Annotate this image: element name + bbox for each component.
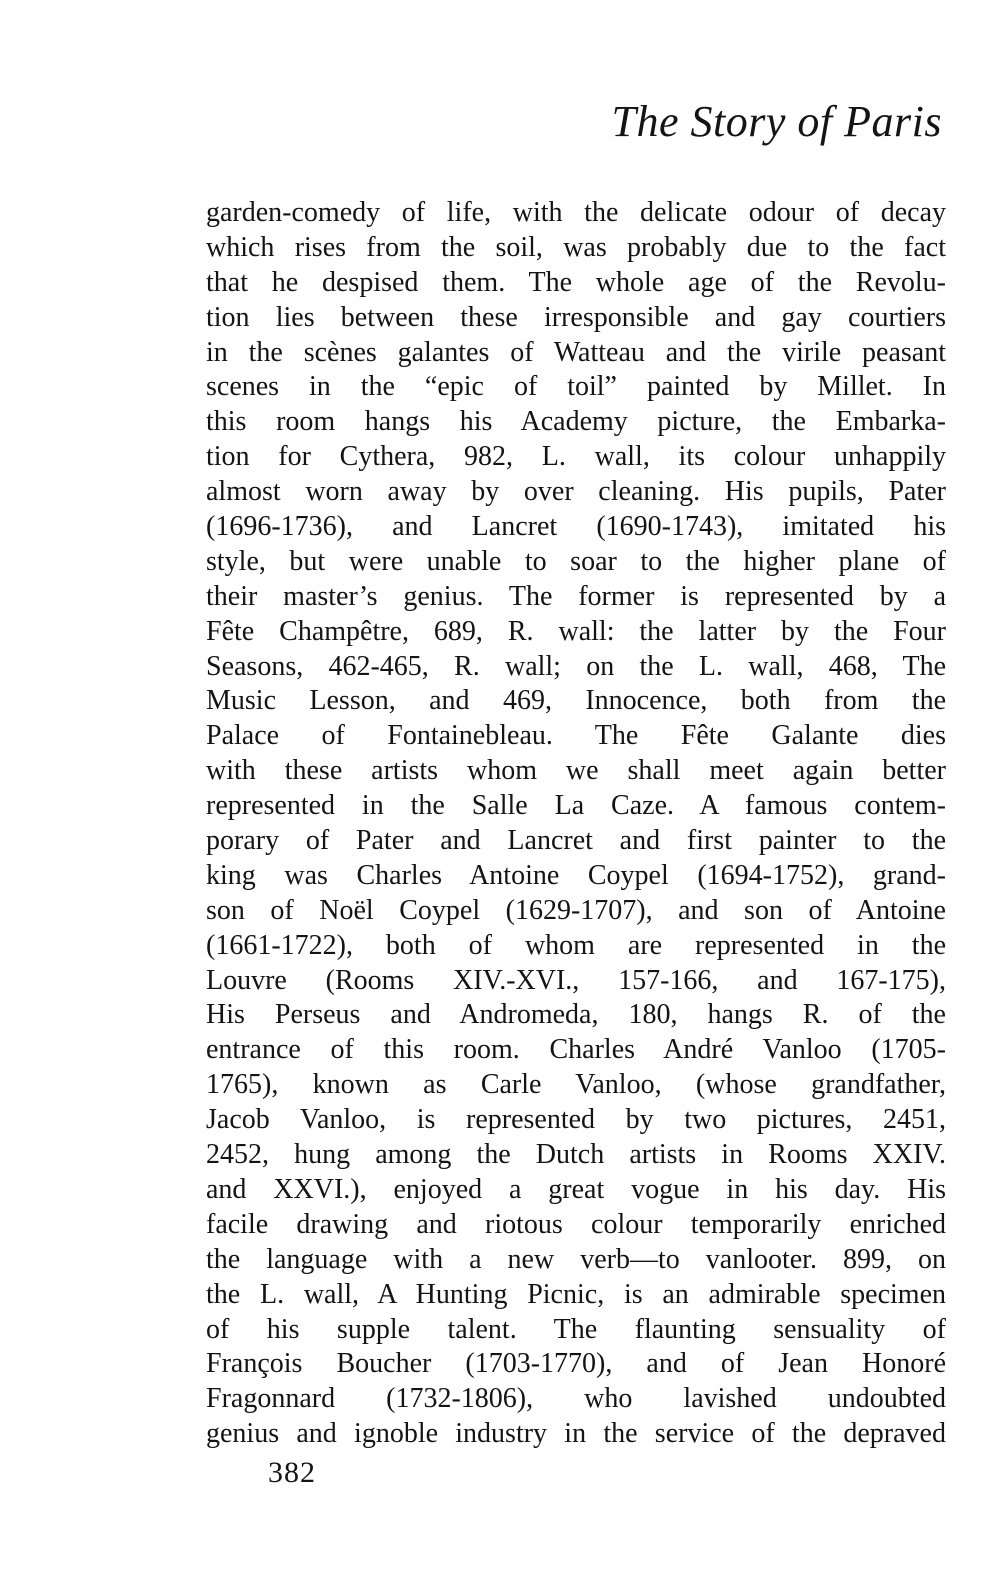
- text-line: Fête Champêtre, 689, R. wall: the latter by the Four: [206, 615, 946, 647]
- text-line: (1696-1736), and Lancret (1690-1743), imitated his: [206, 511, 946, 543]
- text-line: garden-comedy of life, with the delicate odour of decay: [206, 197, 946, 228]
- page-number: 382: [268, 1456, 316, 1489]
- text-line: porary of Pater and Lancret and first painter to the: [206, 825, 946, 857]
- text-line: François Boucher (1703-1770), and of Jean Honoré: [206, 1348, 946, 1380]
- text-line: 2452, hung among the Dutch artists in Rooms XXIV.: [206, 1139, 946, 1171]
- text-line: Jacob Vanloo, is represented by two pictures, 2451,: [206, 1104, 946, 1136]
- text-line: Palace of Fontainebleau. The Fête Galante dies: [206, 720, 946, 752]
- text-line: their master’s genius. The former is represented by a: [206, 580, 946, 612]
- text-line: 1765), known as Carle Vanloo, (whose grandfather,: [206, 1069, 946, 1101]
- text-line: Seasons, 462-465, R. wall; on the L. wall, 468, The: [206, 650, 946, 682]
- text-line: king was Charles Antoine Coypel (1694-1752), grand-: [206, 859, 946, 891]
- text-line: this room hangs his Academy picture, the Embarka-: [206, 406, 946, 438]
- text-line: son of Noël Coypel (1629-1707), and son of Antoine: [206, 894, 946, 926]
- body-text: [206, 196, 946, 1452]
- text-line: which rises from the soil, was probably due to the fact: [206, 231, 946, 263]
- text-line: in the scènes galantes of Watteau and the virile peasant: [206, 336, 946, 368]
- text-line: tion lies between these irresponsible and gay courtiers: [206, 301, 946, 333]
- text-line: tion for Cythera, 982, L. wall, its colour unhappily: [206, 441, 946, 473]
- text-line: that he despised them. The whole age of the Revolu-: [206, 266, 946, 298]
- text-line: Fragonnard (1732-1806), who lavished undoubted: [206, 1383, 946, 1415]
- text-line: scenes in the “epic of toil” painted by Millet. In: [206, 371, 946, 403]
- text-line: Music Lesson, and 469, Innocence, both from the: [206, 685, 946, 717]
- text-line: represented in the Salle La Caze. A famous contem-: [206, 790, 946, 822]
- text-line: genius and ignoble industry in the service of the depraved: [206, 1418, 946, 1450]
- text-line: and XXVI.), enjoyed a great vogue in his day. His: [206, 1173, 946, 1205]
- text-line: of his supple talent. The flaunting sensuality of: [206, 1313, 946, 1345]
- text-line: style, but were unable to soar to the higher plane of: [206, 545, 946, 577]
- text-line: the language with a new verb—to vanlooter. 899, on: [206, 1243, 946, 1275]
- text-line: Louvre (Rooms XIV.-XVI., 157-166, and 167-175),: [206, 964, 946, 996]
- text-line: facile drawing and riotous colour temporarily enriched: [206, 1208, 946, 1240]
- running-head: The Story of Paris: [611, 97, 942, 146]
- text-line: His Perseus and Andromeda, 180, hangs R. of the: [206, 999, 946, 1031]
- text-line: almost worn away by over cleaning. His pupils, Pater: [206, 476, 946, 508]
- text-line: (1661-1722), both of whom are represented in the: [206, 929, 946, 961]
- text-line: the L. wall, A Hunting Picnic, is an admirable specimen: [206, 1278, 946, 1310]
- text-line: entrance of this room. Charles André Vanloo (1705-: [206, 1034, 946, 1066]
- text-line: with these artists whom we shall meet again better: [206, 755, 946, 787]
